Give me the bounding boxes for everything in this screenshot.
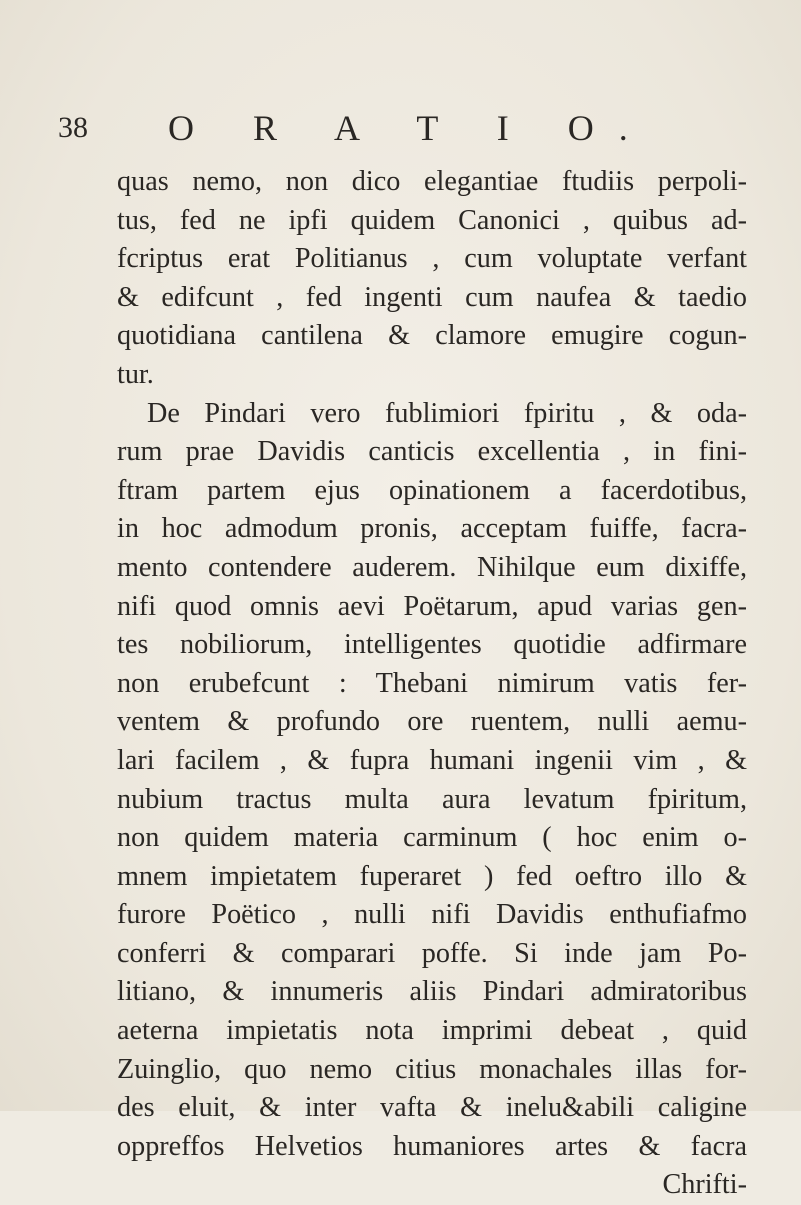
body-text: [117, 163, 747, 1205]
text-line: tur.: [117, 358, 154, 390]
text-line: nifi quod omnis aevi Poëtarum, apud varias gen-: [117, 590, 747, 622]
text-line: conferri & comparari poffe. Si inde jam Po-: [117, 937, 747, 969]
text-line: & edifcunt , fed ingenti cum naufea & taedio: [117, 281, 747, 313]
text-line: mnem impietatem fuperaret ) fed oeftro illo &: [117, 860, 747, 892]
page-number: 38: [58, 111, 88, 144]
text-line: quotidiana cantilena & clamore emugire cogun-: [117, 320, 747, 352]
catchword: Chrifti-: [662, 1169, 747, 1201]
text-line: tes nobiliorum, intelligentes quotidie adfirmare: [117, 629, 747, 661]
text-line: ftram partem ejus opinationem a facerdotibus,: [117, 474, 747, 506]
text-line: des eluit, & inter vafta & inelu&abili caligine: [117, 1092, 747, 1124]
text-line: fcriptus erat Politianus , cum voluptate verfant: [117, 243, 747, 275]
text-line: ventem & profundo ore ruentem, nulli aemu-: [117, 706, 747, 738]
text-line: nubium tractus multa aura levatum fpiritum,: [117, 783, 747, 815]
text-line: oppreffos Helvetios humaniores artes & facra: [117, 1130, 747, 1162]
text-line: aeterna impietatis nota imprimi debeat , quid: [117, 1015, 747, 1047]
text-line: lari facilem , & fupra humani ingenii vim , &: [117, 744, 747, 776]
text-line: tus, fed ne ipfi quidem Canonici , quibus ad-: [117, 204, 747, 236]
text-line: rum prae Davidis canticis excellentia , in fini-: [117, 436, 747, 468]
text-line: mento contendere auderem. Nihilque eum dixiffe,: [117, 551, 747, 583]
text-line: Zuinglio, quo nemo citius monachales illas for-: [117, 1053, 747, 1085]
text-line: quas nemo, non dico elegantiae ftudiis perpoli-: [117, 166, 747, 197]
text-line: non quidem materia carminum ( hoc enim o-: [117, 822, 747, 854]
text-line: De Pindari vero fublimiori fpiritu , & oda-: [147, 397, 747, 429]
text-line: non erubefcunt : Thebani nimirum vatis fer-: [117, 667, 747, 699]
page-header: [0, 107, 801, 157]
text-line: furore Poëtico , nulli nifi Davidis enthufiafmo: [117, 899, 747, 931]
running-title: O R A T I O.: [168, 108, 653, 148]
text-line: in hoc admodum pronis, acceptam fuiffe, facra-: [117, 513, 747, 545]
text-line: litiano, & innumeris aliis Pindari admiratoribus: [117, 976, 747, 1008]
